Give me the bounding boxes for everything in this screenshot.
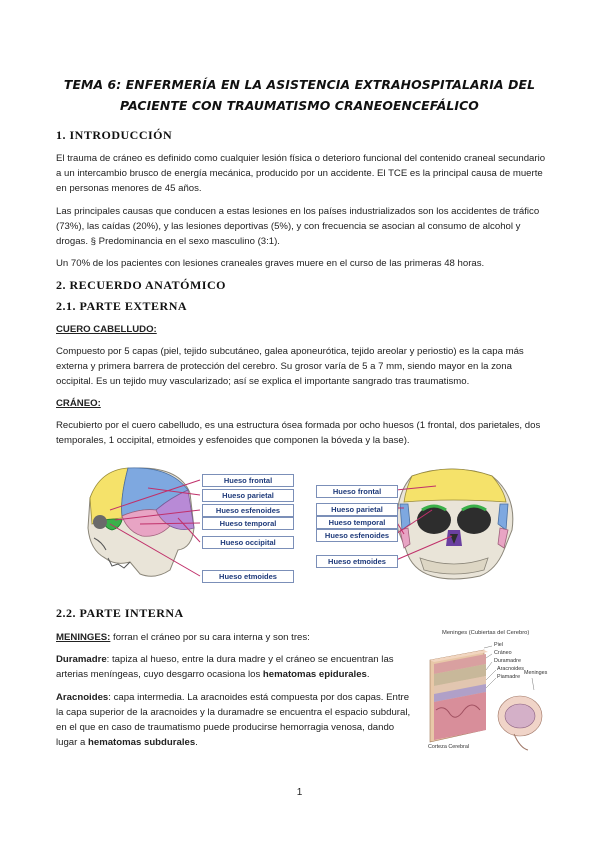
- section-heading-parte-interna: 2.2. PARTE INTERNA: [56, 606, 184, 620]
- meninges-label-corteza: Corteza Cerebral: [428, 744, 470, 750]
- meninges-heading: MENINGES:: [56, 632, 111, 643]
- meninges-label-aracnoides: Aracnoides: [497, 666, 524, 672]
- meninges-figure: [424, 630, 546, 754]
- skull-lateral-label-parietal: Hueso parietal: [202, 489, 294, 502]
- duramadre-bold: hematomas epidurales: [262, 669, 367, 680]
- meninges-label-piamadre: Piamadre: [497, 674, 521, 680]
- page-number: 1: [296, 787, 303, 798]
- title-line-1: TEMA 6: ENFERMERÍA EN LA ASISTENCIA EXTRAHOSPITALARIA DEL: [63, 77, 536, 92]
- skull-lateral-label-frontal: Hueso frontal: [202, 474, 294, 487]
- subheading-cuero-cabelludo: CUERO CABELLUDO:: [56, 324, 157, 335]
- intro-paragraph-2: Las principales causas que conducen a estas lesiones en los países industrializados son los accidentes de tráfico (73%), las caídas (20%), y las lesiones deportivas (5%), y con frecuencia se asocian al consumo de alcohol y drogas. § Predominancia en el sexo masculino (3:1).: [56, 206, 540, 247]
- skull-frontal-figure: [312, 458, 544, 588]
- meninges-label-craneo: Cráneo: [494, 650, 512, 656]
- subheading-craneo: CRÁNEO:: [56, 398, 101, 409]
- title-line-2: PACIENTE CON TRAUMATISMO CRANEOENCEFÁLICO: [120, 98, 479, 113]
- craneo-paragraph: Recubierto por el cuero cabelludo, es una estructura ósea formada por ocho huesos (1 frontal, dos parietales, dos temporales, 1 occipital, etmoides y esfenoides que componen la bóveda y la base).: [56, 420, 541, 446]
- duramadre-paragraph: [56, 652, 418, 682]
- skull-frontal-label-esfenoides: Hueso esfenoides: [316, 529, 398, 542]
- duramadre-end: .: [366, 669, 370, 680]
- aracnoides-end: .: [195, 737, 198, 748]
- duramadre-text: : tapiza al hueso, entre la dura madre y el cráneo se encuentran las arterias meníngeas, cuyo desgarro ocasiona los: [56, 654, 394, 680]
- skull-lateral-label-esfenoides: Hueso esfenoides: [202, 504, 294, 517]
- meninges-intro-text: forran el cráneo por su cara interna y son tres:: [110, 632, 310, 643]
- cuero-paragraph: Compuesto por 5 capas (piel, tejido subcutáneo, galea aponeurótica, tejido areolar y periostio) es la capa más externa y primera barrera de protección del cerebro. Su grosor varía de 5 a 7 mm, siendo mayor en la zona occipital. Es un tejido muy vascularizado; así se explica el importante sangrado tras traumatismo.: [56, 346, 524, 387]
- aracnoides-text: : capa intermedia. La aracnoides está compuesta por dos capas. Entre la capa superior de la aracnoides y la duramadre se encuentra el espacio subdural, en el que en caso de traumatismo puede producirse hemorragia venosa, dando lugar a: [56, 692, 411, 748]
- section-heading-introduccion: 1. INTRODUCCIÓN: [56, 128, 173, 142]
- aracnoides-bold: hematomas subdurales: [88, 737, 196, 748]
- skull-frontal-label-etmoides: Hueso etmoides: [316, 555, 398, 568]
- meninges-label-piel: Piel: [494, 642, 503, 648]
- aracnoides-paragraph: [56, 690, 418, 750]
- intro-paragraph-3: Un 70% de los pacientes con lesiones craneales graves muere en el curso de las primeras 48 horas.: [56, 258, 485, 269]
- aracnoides-heading: Aracnoides: [56, 692, 109, 703]
- meninges-label-duramadre: Duramadre: [494, 658, 521, 664]
- meninges-label-meninges: Meninges: [524, 670, 548, 676]
- skull-frontal-label-parietal: Hueso parietal: [316, 503, 398, 516]
- meninges-figure-title: Meninges (Cubiertas del Cerebro): [442, 630, 530, 636]
- skull-lateral-figure: [60, 458, 300, 588]
- skull-frontal-label-temporal: Hueso temporal: [316, 516, 398, 529]
- section-heading-recuerdo: 2. RECUERDO ANATÓMICO: [56, 278, 226, 292]
- meninges-illustration: [424, 630, 546, 754]
- skull-lateral-label-occipital: Hueso occipital: [202, 536, 294, 549]
- skull-frontal-label-frontal: Hueso frontal: [316, 485, 398, 498]
- page-title: [40, 74, 559, 116]
- meninges-intro: [56, 630, 416, 645]
- section-heading-parte-externa: 2.1. PARTE EXTERNA: [56, 299, 188, 313]
- duramadre-heading: Duramadre: [56, 654, 107, 665]
- skull-lateral-label-etmoides: Hueso etmoides: [202, 570, 294, 583]
- skull-lateral-label-temporal: Hueso temporal: [202, 517, 294, 530]
- intro-paragraph-1: El trauma de cráneo es definido como cualquier lesión física o deterioro funcional del contenido craneal secundario a un intercambio brusco de energía mecánica, producido por un accidente. El TCE es la principal causa de muerte en personas menores de 45 años.: [56, 153, 546, 194]
